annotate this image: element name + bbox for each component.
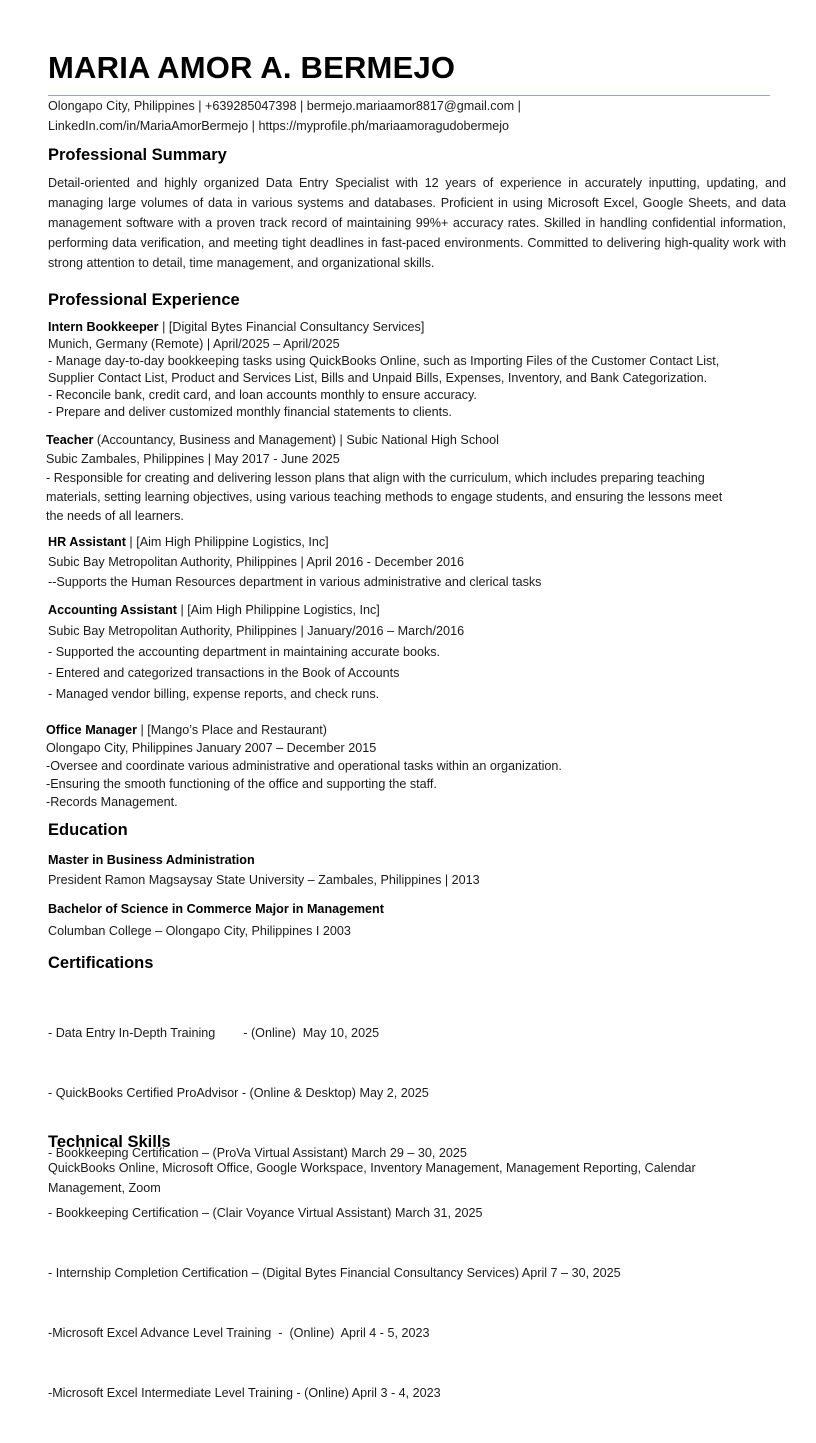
job-entry (48, 532, 788, 592)
job-location: Olongapo City, Philippines January 2007 – December 2015 (46, 741, 377, 755)
certification-item: -Microsoft Excel Advance Level Training - (Online) April 4 - 5, 2023 (48, 1326, 430, 1340)
summary-text: Detail-oriented and highly organized Data Entry Specialist with 12 years of experience in accurately inputting, updating, and managing large volumes of data in various systems and databases. Proficient in using Microsoft Excel, Google Sheets, and data management software with a proven track record of maintaining 99%+ accuracy rates. Skilled in handling confidential information, performing data verification, and meeting tight deadlines in fast-paced environments. Committed to delivering high-quality work with strong attention to detail, time management, and organizational skills. (48, 176, 786, 270)
job-title-line (48, 319, 788, 336)
job-bullet: materials, setting learning objectives, using various teaching methods to engage students, and ensuring the lessons meet (46, 490, 723, 504)
certification-item: - Internship Completion Certification – (Digital Bytes Financial Consultancy Services) April 7 – 30, 2025 (48, 1266, 621, 1280)
job-entry (48, 600, 788, 705)
job-title: Intern Bookkeeper (48, 320, 159, 334)
certification-item: - Bookkeeping Certification – (Clair Voyance Virtual Assistant) March 31, 2025 (48, 1206, 483, 1220)
job-location: Subic Bay Metropolitan Authority, Philippines | January/2016 – March/2016 (48, 624, 465, 638)
job-title: Teacher (46, 433, 94, 447)
degree-title: Master in Business Administration (48, 853, 255, 867)
skills-line: Management, Zoom (48, 1181, 161, 1195)
job-title: Accounting Assistant (48, 603, 177, 617)
experience-heading: Professional Experience (48, 291, 240, 309)
school: President Ramon Magsaysay State University – Zambales, Philippines | 2013 (48, 873, 480, 887)
degree (48, 850, 788, 870)
certifications-list (48, 983, 788, 1443)
job-title-line (46, 721, 786, 739)
job-bullet: - Manage day-to-day bookkeeping tasks using QuickBooks Online, such as Importing Files of the Customer Contact List, (48, 354, 720, 368)
job-entry (48, 319, 788, 421)
job-location: Subic Zambales, Philippines | May 2017 - June 2025 (46, 452, 340, 466)
job-employer: | [Digital Bytes Financial Consultancy Services] (158, 320, 425, 334)
job-location: Subic Bay Metropolitan Authority, Philippines | April 2016 - December 2016 (48, 555, 465, 569)
job-employer: | [Aim High Philippine Logistics, Inc] (125, 535, 329, 549)
job-bullet: - Entered and categorized transactions in the Book of Accounts (48, 666, 400, 680)
job-bullet: -Records Management. (46, 795, 178, 809)
education-heading: Education (48, 821, 128, 839)
education-entry (48, 850, 788, 890)
certification-item: -Microsoft Excel Intermediate Level Training - (Online) April 3 - 4, 2023 (48, 1386, 441, 1400)
job-employer: | [Mango’s Place and Restaurant) (136, 723, 327, 737)
degree-title: Bachelor of Science in Commerce Major in Management (48, 902, 384, 916)
job-bullet: -Ensuring the smooth functioning of the office and supporting the staff. (46, 777, 437, 791)
job-entry (46, 431, 786, 526)
education-entry (48, 898, 788, 942)
certification-item: - QuickBooks Certified ProAdvisor - (Online & Desktop) May 2, 2025 (48, 1086, 429, 1100)
job-bullet: -Oversee and coordinate various administrative and operational tasks within an organization. (46, 759, 562, 773)
job-employer: | [Aim High Philippine Logistics, Inc] (176, 603, 380, 617)
skills-heading: Technical Skills (48, 1133, 171, 1151)
job-bullet: --Supports the Human Resources department in various administrative and clerical tasks (48, 575, 542, 589)
job-entry (46, 721, 786, 811)
summary-heading: Professional Summary (48, 146, 227, 164)
contact-line: Olongapo City, Philippines | +639285047398 | bermejo.mariaamor8817@gmail.com | (48, 99, 521, 113)
job-bullet: - Responsible for creating and delivering lesson plans that align with the curriculum, which includes preparing teaching (46, 471, 705, 485)
job-title: HR Assistant (48, 535, 126, 549)
contact-line: LinkedIn.com/in/MariaAmorBermejo | https://myprofile.ph/mariaamoragudobermejo (48, 119, 510, 133)
applicant-name: MARIA AMOR A. BERMEJO (48, 50, 456, 85)
job-title-line (48, 532, 788, 552)
job-bullet: - Supported the accounting department in maintaining accurate books. (48, 645, 441, 659)
job-title-line (48, 600, 788, 621)
skills-list (48, 1158, 788, 1198)
job-bullet: - Prepare and deliver customized monthly financial statements to clients. (48, 405, 452, 419)
job-bullet: - Reconcile bank, credit card, and loan accounts monthly to ensure accuracy. (48, 388, 477, 402)
skills-line: QuickBooks Online, Microsoft Office, Google Workspace, Inventory Management, Management Reporting, Calendar (48, 1161, 696, 1175)
job-employer: (Accountancy, Business and Management) | Subic National High School (93, 433, 499, 447)
job-location: Munich, Germany (Remote) | April/2025 – April/2025 (48, 337, 340, 351)
contact-info (48, 96, 788, 136)
job-bullet: - Managed vendor billing, expense reports, and check runs. (48, 687, 380, 701)
job-bullet: Supplier Contact List, Product and Services List, Bills and Unpaid Bills, Expenses, Inventory, and Bank Categorization. (48, 371, 708, 385)
certification-item: - Bookkeeping Certification – (ProVa Virtual Assistant) March 29 – 30, 2025 (48, 1146, 467, 1160)
degree (48, 898, 788, 920)
job-title: Office Manager (46, 723, 137, 737)
certifications-heading: Certifications (48, 954, 154, 972)
job-title-line (46, 431, 786, 450)
school: Columban College – Olongapo City, Philippines I 2003 (48, 924, 351, 938)
certification-item: - Data Entry In-Depth Training - (Online) May 10, 2025 (48, 1026, 380, 1040)
job-bullet: the needs of all learners. (46, 509, 184, 523)
